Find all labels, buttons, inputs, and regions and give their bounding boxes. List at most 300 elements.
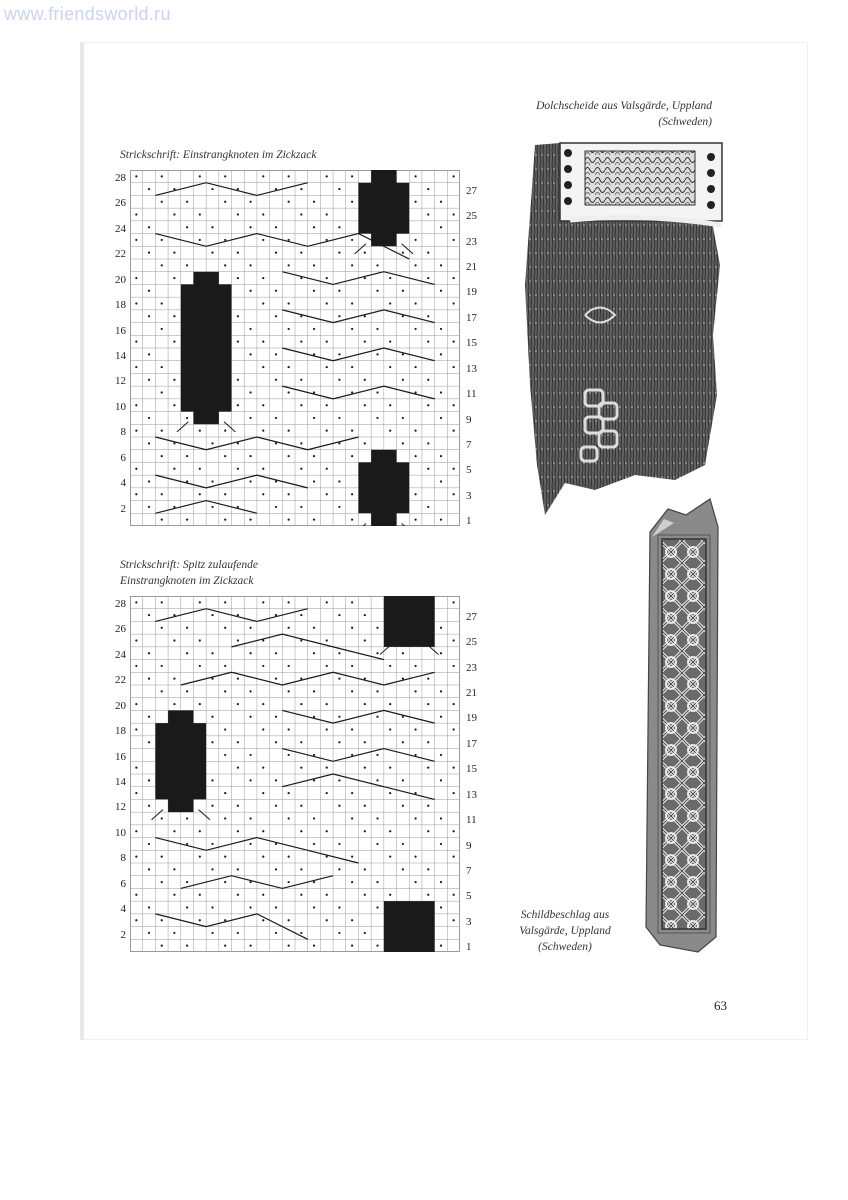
purl-dot [211,741,213,743]
purl-dot [300,767,302,769]
page-number: 63 [714,998,727,1013]
purl-dot [338,506,340,508]
purl-dot [402,353,404,355]
purl-dot [414,201,416,203]
purl-dot [389,430,391,432]
purl-dot [376,716,378,718]
row-number-left: 24 [115,648,126,661]
purl-dot [262,175,264,177]
purl-dot [414,881,416,883]
purl-dot [453,366,455,368]
purl-dot [148,678,150,680]
purl-dot [275,614,277,616]
purl-dot [161,239,163,241]
purl-dot [262,468,264,470]
purl-dot [364,442,366,444]
purl-dot [453,277,455,279]
purl-dot [389,894,391,896]
purl-dot [427,213,429,215]
purl-dot [351,919,353,921]
purl-dot [135,767,137,769]
purl-dot [376,843,378,845]
shield-mount-illustration [638,497,728,957]
purl-dot [275,379,277,381]
purl-dot [288,728,290,730]
purl-dot [135,175,137,177]
purl-dot [275,315,277,317]
purl-dot [414,239,416,241]
purl-dot [288,302,290,304]
purl-dot [288,601,290,603]
purl-dot [161,881,163,883]
purl-dot [453,894,455,896]
purl-dot [173,506,175,508]
row-number-right: 17 [466,737,477,750]
purl-dot [199,665,201,667]
purl-dot [427,741,429,743]
purl-dot [199,703,201,705]
purl-dot [376,391,378,393]
row-number-left: 12 [115,801,126,814]
purl-dot [237,894,239,896]
purl-dot [211,652,213,654]
purl-dot [186,690,188,692]
purl-dot [148,188,150,190]
purl-dot [262,665,264,667]
purl-dot [440,391,442,393]
purl-dot [453,213,455,215]
purl-dot [262,639,264,641]
purl-dot [135,239,137,241]
purl-dot [453,601,455,603]
row-number-left: 28 [115,598,126,610]
row-number-left: 2 [120,928,126,941]
purl-dot [440,906,442,908]
purl-dot [262,277,264,279]
purl-dot [300,404,302,406]
purl-dot [237,315,239,317]
purl-dot [161,302,163,304]
purl-dot [440,353,442,355]
purl-dot [161,601,163,603]
purl-dot [313,881,315,883]
purl-dot [427,468,429,470]
row-number-left: 6 [120,451,126,464]
purl-dot [224,601,226,603]
row-number-left: 18 [115,725,126,738]
purl-dot [224,455,226,457]
row-number-right: 1 [466,515,472,528]
purl-dot [313,455,315,457]
purl-dot [414,264,416,266]
purl-dot [453,175,455,177]
purl-dot [173,404,175,406]
purl-dot [135,341,137,343]
knitting-chart-2 [130,596,460,952]
purl-dot [414,302,416,304]
purl-dot [300,252,302,254]
purl-dot [440,881,442,883]
purl-dot [453,830,455,832]
row-number-left: 14 [115,776,126,788]
purl-dot [313,201,315,203]
purl-dot [148,843,150,845]
purl-dot [440,201,442,203]
purl-dot [135,919,137,921]
row-number-left: 16 [115,750,126,763]
purl-dot [249,519,251,521]
row-number-right: 11 [466,388,477,401]
purl-dot [161,665,163,667]
purl-dot [288,391,290,393]
purl-dot [186,881,188,883]
purl-dot [237,252,239,254]
row-number-right: 1 [466,941,472,954]
knot-block [181,272,232,425]
purl-dot [414,817,416,819]
purl-dot [148,932,150,934]
purl-dot [300,830,302,832]
purl-dot [453,639,455,641]
purl-dot [148,614,150,616]
shield-caption-line-2: Valsgärde, Uppland [519,925,611,937]
purl-dot [300,315,302,317]
purl-dot [453,856,455,858]
purl-dot [326,341,328,343]
purl-dot [453,404,455,406]
purl-dot [249,391,251,393]
purl-dot [262,792,264,794]
purl-dot [440,226,442,228]
purl-dot [224,264,226,266]
purl-dot [414,665,416,667]
purl-dot [427,506,429,508]
knot-block [155,710,206,812]
purl-dot [186,652,188,654]
purl-dot [389,792,391,794]
purl-dot [338,379,340,381]
purl-dot [288,856,290,858]
purl-dot [288,919,290,921]
purl-dot [161,493,163,495]
purl-dot [186,264,188,266]
purl-dot [199,894,201,896]
row-number-right: 13 [466,362,477,375]
purl-dot [338,353,340,355]
purl-dot [326,665,328,667]
purl-dot [453,665,455,667]
purl-dot [186,843,188,845]
purl-dot [224,792,226,794]
purl-dot [262,430,264,432]
purl-dot [326,703,328,705]
row-number-left: 24 [115,222,126,235]
purl-dot [173,932,175,934]
purl-dot [376,417,378,419]
purl-dot [351,519,353,521]
purl-dot [364,315,366,317]
purl-dot [402,652,404,654]
purl-dot [313,519,315,521]
purl-dot [237,932,239,934]
purl-dot [364,805,366,807]
purl-dot [338,480,340,482]
purl-dot [313,754,315,756]
purl-dot [275,716,277,718]
purl-dot [351,391,353,393]
purl-dot [211,252,213,254]
purl-dot [161,328,163,330]
purl-dot [376,881,378,883]
purl-dot [300,678,302,680]
purl-dot [148,506,150,508]
row-number-right: 11 [466,814,477,827]
purl-dot [402,868,404,870]
purl-dot [148,906,150,908]
purl-dot [211,843,213,845]
purl-dot [186,455,188,457]
purl-dot [275,417,277,419]
purl-dot [427,805,429,807]
purl-dot [313,652,315,654]
purl-dot [135,894,137,896]
purl-dot [427,404,429,406]
purl-dot [186,817,188,819]
purl-dot [186,906,188,908]
purl-dot [262,404,264,406]
purl-dot [300,213,302,215]
purl-dot [338,442,340,444]
purl-dot [173,639,175,641]
purl-dot [148,652,150,654]
purl-dot [211,868,213,870]
purl-dot [389,703,391,705]
row-number-left: 28 [115,172,126,184]
purl-dot [173,252,175,254]
purl-dot [186,226,188,228]
purl-dot [173,277,175,279]
purl-dot [440,716,442,718]
purl-dot [376,627,378,629]
purl-dot [351,493,353,495]
row-number-right: 21 [466,687,477,699]
row-number-left: 8 [120,852,126,865]
purl-dot [364,894,366,896]
purl-dot [262,493,264,495]
purl-dot [376,754,378,756]
purl-dot [161,391,163,393]
purl-dot [211,480,213,482]
purl-dot [199,856,201,858]
purl-dot [326,894,328,896]
purl-dot [440,519,442,521]
purl-dot [135,639,137,641]
purl-dot [427,830,429,832]
purl-dot [148,252,150,254]
purl-dot [135,728,137,730]
purl-dot [237,805,239,807]
purl-dot [135,856,137,858]
purl-dot [173,213,175,215]
purl-dot [173,442,175,444]
purl-dot [199,239,201,241]
purl-dot [275,868,277,870]
purl-dot [199,919,201,921]
purl-dot [262,728,264,730]
purl-dot [414,175,416,177]
purl-dot [338,188,340,190]
purl-dot [453,302,455,304]
row-number-right: 13 [466,788,477,801]
purl-dot [288,792,290,794]
purl-dot [211,188,213,190]
purl-dot [326,856,328,858]
purl-dot [249,779,251,781]
purl-dot [427,894,429,896]
purl-dot [275,506,277,508]
purl-dot [224,493,226,495]
dagger-caption-line-1: Dolchscheide aus Valsgärde, Uppland [536,100,712,112]
purl-dot [402,442,404,444]
purl-dot [402,315,404,317]
purl-dot [351,627,353,629]
purl-dot [249,226,251,228]
row-number-left: 6 [120,877,126,890]
purl-dot [453,767,455,769]
purl-dot [161,201,163,203]
purl-dot [338,417,340,419]
purl-dot [427,868,429,870]
purl-dot [453,468,455,470]
purl-dot [364,830,366,832]
purl-dot [275,805,277,807]
purl-dot [249,945,251,947]
purl-dot [440,754,442,756]
purl-dot [351,328,353,330]
purl-dot [288,754,290,756]
purl-dot [326,277,328,279]
purl-dot [173,894,175,896]
row-number-left: 20 [115,273,126,286]
purl-dot [288,366,290,368]
purl-dot [288,817,290,819]
row-number-left: 8 [120,426,126,439]
purl-dot [376,290,378,292]
purl-dot [364,639,366,641]
purl-dot [453,239,455,241]
purl-dot [440,290,442,292]
row-number-right: 7 [466,865,472,877]
purl-dot [173,830,175,832]
purl-dot [300,932,302,934]
purl-dot [186,201,188,203]
purl-dot [300,868,302,870]
chart-2-caption-line-2: Einstrangknoten im Zickzack [120,575,254,587]
purl-dot [313,328,315,330]
purl-dot [135,366,137,368]
purl-dot [402,843,404,845]
purl-dot [288,430,290,432]
purl-dot [402,805,404,807]
purl-dot [440,945,442,947]
purl-dot [351,665,353,667]
purl-dot [135,493,137,495]
purl-dot [237,678,239,680]
purl-dot [275,741,277,743]
purl-dot [389,767,391,769]
purl-dot [427,188,429,190]
purl-dot [224,754,226,756]
purl-dot [249,264,251,266]
shield-caption-line-3: (Schweden) [538,941,592,953]
purl-dot [313,690,315,692]
purl-dot [338,252,340,254]
purl-dot [338,843,340,845]
purl-dot [249,690,251,692]
purl-dot [453,430,455,432]
purl-dot [300,614,302,616]
purl-dot [199,175,201,177]
purl-dot [211,805,213,807]
purl-dot [275,906,277,908]
purl-dot [288,455,290,457]
purl-dot [338,226,340,228]
purl-dot [440,417,442,419]
purl-dot [351,881,353,883]
purl-dot [237,741,239,743]
purl-dot [161,175,163,177]
purl-dot [414,792,416,794]
purl-dot [453,792,455,794]
purl-dot [414,455,416,457]
purl-dot [135,703,137,705]
row-number-left: 22 [115,674,126,687]
purl-dot [440,480,442,482]
purl-dot [224,239,226,241]
purl-dot [427,379,429,381]
purl-dot [414,493,416,495]
purl-dot [161,519,163,521]
chart-1-caption: Strickschrift: Einstrangknoten im Zickzack [120,149,317,161]
purl-dot [237,379,239,381]
purl-dot [275,480,277,482]
purl-dot [173,315,175,317]
purl-dot [300,442,302,444]
purl-dot [275,779,277,781]
purl-dot [288,493,290,495]
purl-dot [275,442,277,444]
purl-dot [249,417,251,419]
purl-dot [326,767,328,769]
purl-dot [173,379,175,381]
purl-dot [364,341,366,343]
purl-dot [440,455,442,457]
purl-dot [249,716,251,718]
purl-dot [148,290,150,292]
purl-dot [300,506,302,508]
purl-dot [414,728,416,730]
purl-dot [402,678,404,680]
purl-dot [440,690,442,692]
purl-dot [186,945,188,947]
purl-dot [275,226,277,228]
purl-dot [186,480,188,482]
purl-dot [351,817,353,819]
purl-dot [376,264,378,266]
purl-dot [173,868,175,870]
purl-dot [161,690,163,692]
purl-dot [262,213,264,215]
